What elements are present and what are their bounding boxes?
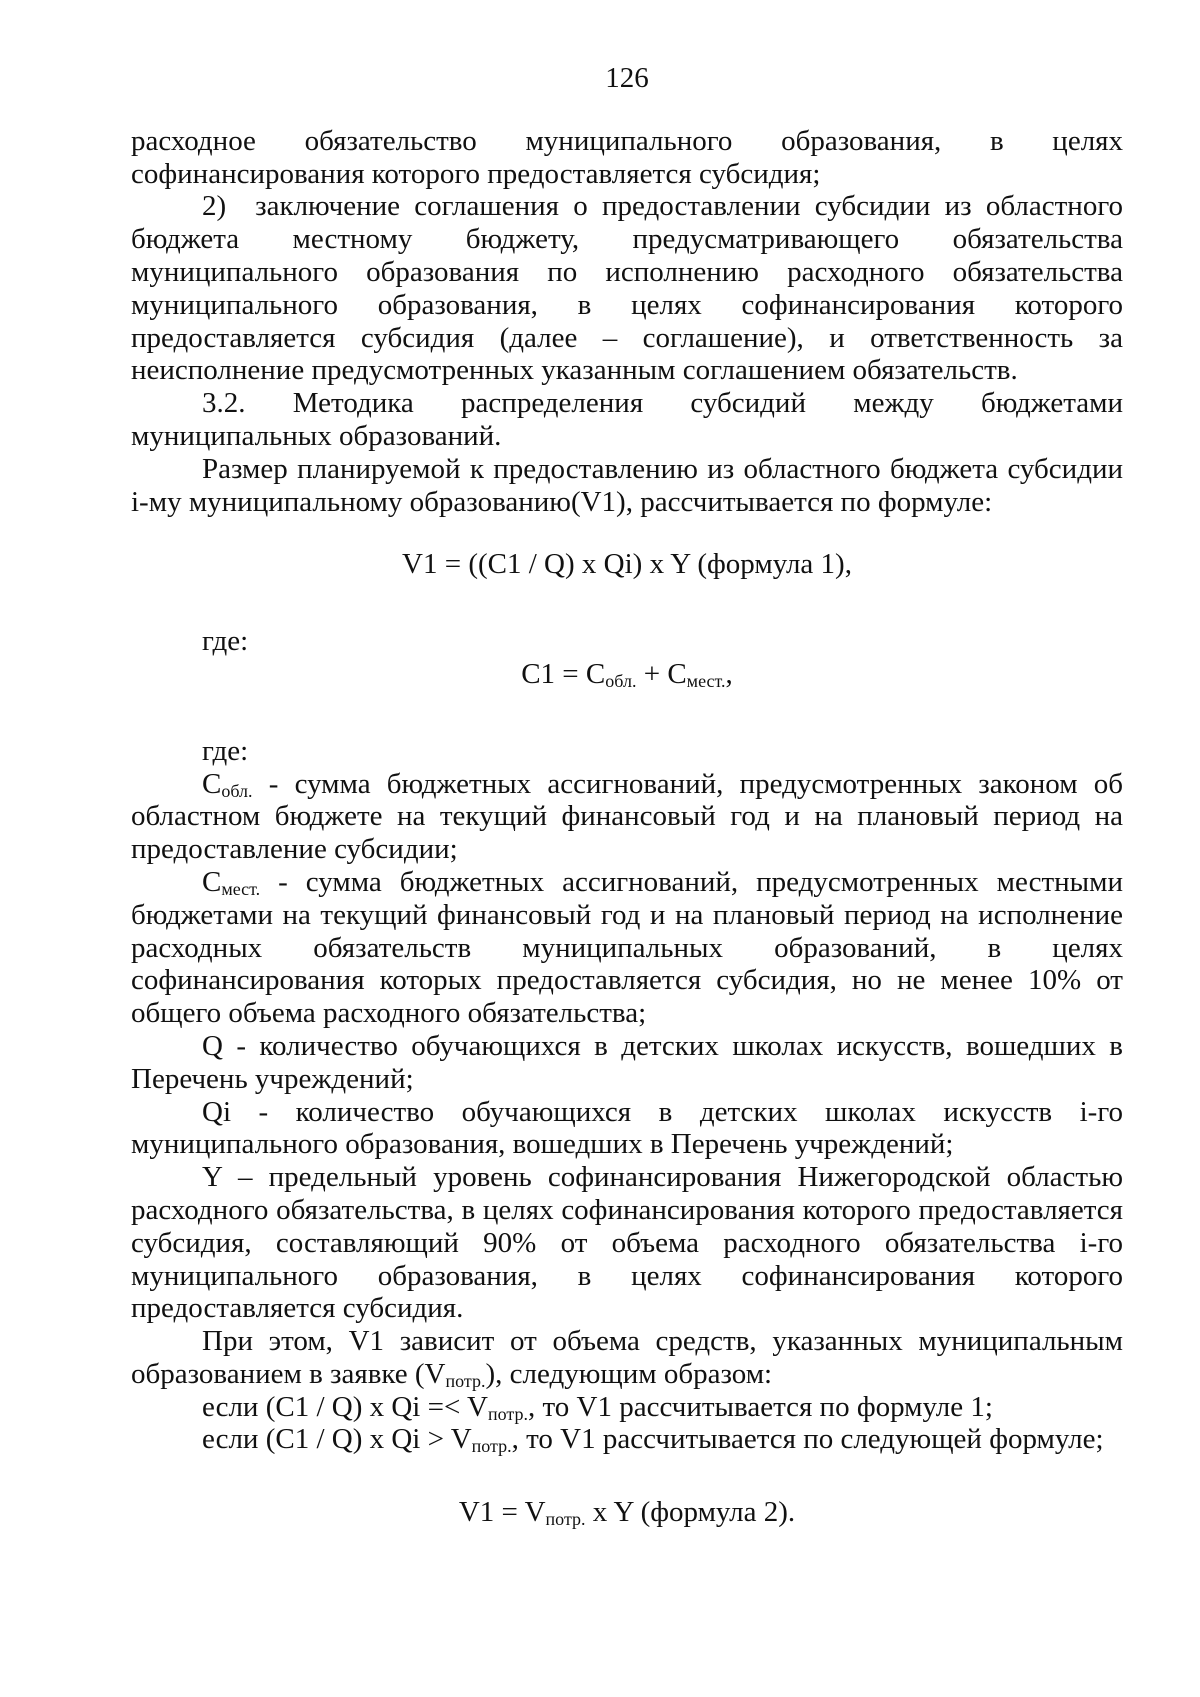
c-obl-text: - сумма бюджетных ассигнований, предусмотренных законом об областном бюджете на текущий финансовый год и на плановый период на предоставление субсидии;	[131, 767, 1123, 866]
formula-2-b: x Y (формула 2).	[585, 1496, 796, 1529]
definition-y: Y – предельный уровень софинансирования Нижегородской областью расходного обязательства, в целях софинансирования которого предоставляется субсидия, составляющий 90% от объема расходного обязательства i-го муниципального образования, в целях софинансирования которого предоставляется субсидия.	[131, 1161, 1123, 1325]
dependency-intro-a: При этом, V1 зависит от объема средств, указанных муниципальным образованием в заявке (V	[131, 1325, 1123, 1390]
formula-c1	[131, 658, 1123, 691]
case2-sub: потр.	[471, 1436, 512, 1457]
case1-b: , то V1 рассчитывается по формуле 1;	[527, 1390, 993, 1423]
formula-c1-end: ,	[725, 657, 733, 690]
c-obl-sub: обл.	[221, 780, 253, 801]
paragraph-subsidy-size: Размер планируемой к предоставлению из областного бюджета субсидии i-му муниципальному образованию(V1), рассчитывается по формуле:	[131, 452, 1123, 518]
case1-a: если (C1 / Q) x Qi =< V	[202, 1390, 488, 1423]
case2-b: , то V1 рассчитывается по следующей формуле;	[511, 1423, 1104, 1456]
formula-2-a: V1 = V	[458, 1496, 546, 1529]
formula-c1-lhs: C1 = С	[521, 657, 606, 690]
c-obl-symbol: С	[202, 767, 222, 800]
where-label-1: где:	[202, 625, 249, 658]
c-mest-sub: мест.	[221, 878, 261, 899]
definition-c-obl	[131, 768, 1123, 866]
paragraph-section-3-2: 3.2. Методика распределения субсидий между бюджетами муниципальных образований.	[131, 387, 1123, 452]
where-label-2: где:	[202, 734, 249, 767]
definition-q: Q - количество обучающихся в детских школах искусств, вошедших в Перечень учреждений;	[131, 1029, 1123, 1095]
formula-c1-sub-obl: обл.	[605, 670, 637, 691]
case2-a: если (C1 / Q) x Qi > V	[202, 1423, 472, 1456]
dependency-case-2	[131, 1423, 1123, 1456]
formula-2	[131, 1496, 1123, 1529]
paragraph-continuation-line1: расходное обязательство муниципального образования, в целях	[131, 124, 1123, 157]
paragraph-continuation-line2: софинансирования которого предоставляется субсидия;	[131, 157, 821, 190]
formula-2-sub: потр.	[545, 1509, 586, 1530]
case1-sub: потр.	[488, 1403, 528, 1424]
formula-c1-mid: + С	[636, 657, 687, 690]
c-mest-text: - сумма бюджетных ассигнований, предусмотренных местными бюджетами на текущий финансовый год и на плановый период на исполнение расходных обязательств муниципальных образований, в целях софинансирования которых предоставляется субсидия, но не менее 10% от общего объема расходного обязательства;	[131, 865, 1123, 1030]
dependency-case-1	[131, 1391, 1123, 1424]
dependency-intro-b: ), следующим образом:	[485, 1357, 773, 1390]
definition-qi: Qi - количество обучающихся в детских школах искусств i-го муниципального образования, вошедших в Перечень учреждений;	[131, 1095, 1123, 1161]
formula-1: V1 = ((C1 / Q) x Qi) x Y (формула 1),	[402, 548, 852, 581]
definition-c-mest	[131, 866, 1123, 1030]
dependency-intro-sub: потр.	[445, 1370, 486, 1391]
paragraph-item-2: 2) заключение соглашения о предоставлении субсидии из областного бюджета местному бюджету, предусматривающего обязательства муниципального образования по исполнению расходного обязательства муниципального образования, в целях софинансирования которого предоставляется субсидия (далее – соглашение), и ответственность за неисполнение предусмотренных указанным соглашением обязательств.	[131, 190, 1123, 387]
page-number: 126	[605, 62, 649, 94]
c-mest-symbol: С	[202, 865, 222, 898]
formula-c1-sub-mest: мест.	[686, 670, 726, 691]
dependency-intro	[131, 1325, 1123, 1391]
